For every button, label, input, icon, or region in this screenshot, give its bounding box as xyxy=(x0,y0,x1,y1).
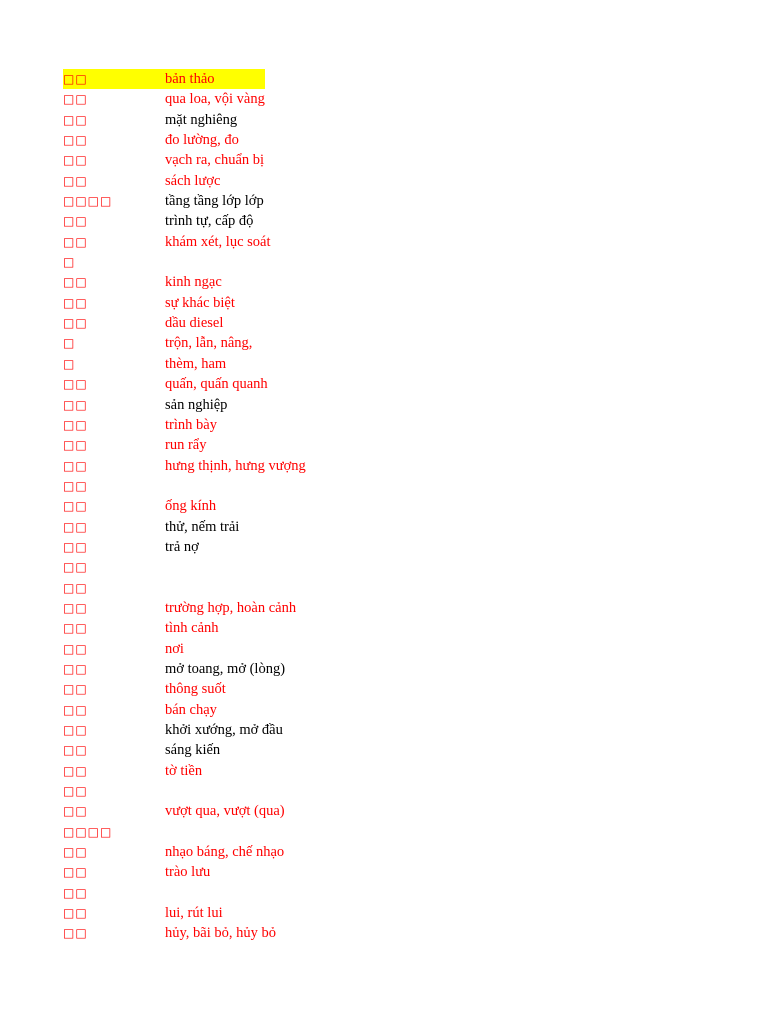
table-row xyxy=(63,110,265,130)
table-row xyxy=(63,639,265,659)
meaning-cell: nơi xyxy=(165,640,184,657)
term-cell: □□ xyxy=(63,560,88,575)
meaning-cell: trộn, lẫn, nâng, xyxy=(165,335,253,352)
table-row xyxy=(63,862,265,882)
meaning-cell: đo lường, đo xyxy=(165,132,239,149)
term-cell: □□ xyxy=(63,743,88,758)
term-cell: □□ xyxy=(63,539,88,554)
table-row xyxy=(63,232,271,252)
meaning-cell: hủy, bãi bỏ, hủy bỏ xyxy=(165,925,277,942)
term-cell: □□ xyxy=(63,295,88,310)
table-row xyxy=(63,293,265,313)
meaning-cell: trả nợ xyxy=(165,538,199,555)
term-cell: □□ xyxy=(63,397,88,412)
table-row xyxy=(63,415,265,435)
meaning-cell: khởi xướng, mở đầu xyxy=(165,722,283,738)
table-row xyxy=(63,903,265,923)
table-row xyxy=(63,679,265,699)
meaning-cell: quấn, quấn quanh xyxy=(165,376,268,393)
table-row xyxy=(63,150,265,170)
table-row xyxy=(63,374,268,394)
table-row xyxy=(63,557,265,577)
meaning-cell: sách lược xyxy=(165,172,221,189)
table-row xyxy=(63,618,265,638)
term-cell: □ xyxy=(63,336,76,351)
table-row xyxy=(63,517,265,537)
term-cell: □ xyxy=(63,356,76,371)
table-row xyxy=(63,395,265,415)
term-cell: □□ xyxy=(63,641,88,656)
meaning-cell: bản thảo xyxy=(165,71,215,87)
meaning-cell: lui, rút lui xyxy=(165,905,223,922)
meaning-cell: vạch ra, chuẩn bị xyxy=(165,152,265,169)
term-cell: □□ xyxy=(63,417,88,432)
meaning-cell: trình tự, cấp độ xyxy=(165,213,254,230)
term-cell: □□ xyxy=(63,234,88,249)
term-cell: □□ xyxy=(63,723,88,737)
meaning-cell: trình bày xyxy=(165,416,217,433)
term-cell: □□ xyxy=(63,316,88,331)
term-cell: □□ xyxy=(63,763,88,778)
meaning-cell: dầu diesel xyxy=(165,315,224,332)
meaning-cell: thông suốt xyxy=(165,681,226,698)
meaning-cell: vượt qua, vượt (qua) xyxy=(165,803,285,820)
table-row xyxy=(63,801,285,821)
meaning-cell: bán chạy xyxy=(165,701,217,718)
meaning-cell: mặt nghiêng xyxy=(165,111,238,128)
term-cell: □□ xyxy=(63,885,88,900)
table-row xyxy=(63,130,265,150)
table-row xyxy=(63,211,265,231)
table-row xyxy=(63,313,265,333)
term-cell: □□ xyxy=(63,702,88,717)
table-row xyxy=(63,822,265,842)
meaning-cell: sản nghiệp xyxy=(165,396,228,413)
table-row xyxy=(63,333,265,353)
meaning-cell: tờ tiền xyxy=(165,762,203,779)
table-row xyxy=(63,476,265,496)
term-cell: □□ xyxy=(63,784,88,799)
table-row xyxy=(63,883,265,903)
table-row xyxy=(63,191,265,211)
table-row xyxy=(63,456,306,476)
table-row xyxy=(63,659,286,679)
meaning-cell: trường hợp, hoàn cảnh xyxy=(165,599,297,616)
term-cell: □□ xyxy=(63,580,88,595)
meaning-cell: qua loa, vội vàng xyxy=(165,91,265,108)
table-row xyxy=(63,700,265,720)
term-cell: □□ xyxy=(63,661,88,676)
meaning-cell: trào lưu xyxy=(165,864,211,881)
meaning-cell: kinh ngạc xyxy=(165,274,222,291)
term-cell: □□ xyxy=(63,133,88,148)
term-cell: □□ xyxy=(63,804,88,819)
meaning-cell: nhạo báng, chế nhạo xyxy=(165,844,285,861)
term-cell: □□ xyxy=(63,926,88,941)
meaning-cell: thử, nếm trải xyxy=(165,518,240,535)
table-row xyxy=(63,171,265,191)
term-cell: □□ xyxy=(63,72,88,86)
term-cell: □□ xyxy=(63,458,88,473)
term-cell: □□ xyxy=(63,845,88,860)
term-cell: □□ xyxy=(63,92,88,107)
table-row xyxy=(63,598,297,618)
table-row xyxy=(63,923,277,943)
term-cell: □□□□ xyxy=(63,194,113,209)
term-cell: □□ xyxy=(63,214,88,229)
table-row xyxy=(63,69,265,89)
meaning-cell: tình cảnh xyxy=(165,620,219,637)
meaning-cell: thèm, ham xyxy=(165,355,227,372)
term-cell: □□ xyxy=(63,600,88,615)
term-cell: □□ xyxy=(63,519,88,534)
term-cell: □□ xyxy=(63,499,88,514)
term-cell: □□ xyxy=(63,173,88,188)
table-row xyxy=(63,761,265,781)
table-row xyxy=(63,252,265,272)
term-cell: □□ xyxy=(63,682,88,697)
table-row xyxy=(63,272,265,292)
term-cell: □□ xyxy=(63,112,88,127)
meaning-cell: ống kính xyxy=(165,498,217,515)
table-row xyxy=(63,496,265,516)
table-row xyxy=(63,740,265,760)
term-cell: □□ xyxy=(63,153,88,168)
term-cell: □□ xyxy=(63,275,88,290)
meaning-cell: sự khác biệt xyxy=(165,294,235,311)
table-row xyxy=(63,720,283,740)
meaning-cell: khám xét, lục soát xyxy=(165,233,271,250)
table-row xyxy=(63,537,265,557)
meaning-cell: mở toang, mở (lòng) xyxy=(165,660,286,677)
meaning-cell: sáng kiến xyxy=(165,742,221,759)
table-row xyxy=(63,578,265,598)
term-cell: □□ xyxy=(63,906,88,921)
table-row xyxy=(63,842,285,862)
term-cell: □□ xyxy=(63,621,88,636)
table-row xyxy=(63,781,265,801)
table-row xyxy=(63,89,265,109)
meaning-cell: run rẩy xyxy=(165,437,207,454)
table-row xyxy=(63,435,265,455)
meaning-cell: hưng thịnh, hưng vượng xyxy=(165,457,306,474)
term-cell: □□ xyxy=(63,865,88,880)
term-cell: □□ xyxy=(63,377,88,392)
term-cell: □□ xyxy=(63,478,88,493)
meaning-cell: tầng tầng lớp lớp xyxy=(165,193,264,210)
term-cell: □ xyxy=(63,255,76,270)
term-cell: □□□□ xyxy=(63,824,113,839)
vocabulary-sheet xyxy=(63,69,306,944)
table-row xyxy=(63,354,265,374)
term-cell: □□ xyxy=(63,438,88,453)
